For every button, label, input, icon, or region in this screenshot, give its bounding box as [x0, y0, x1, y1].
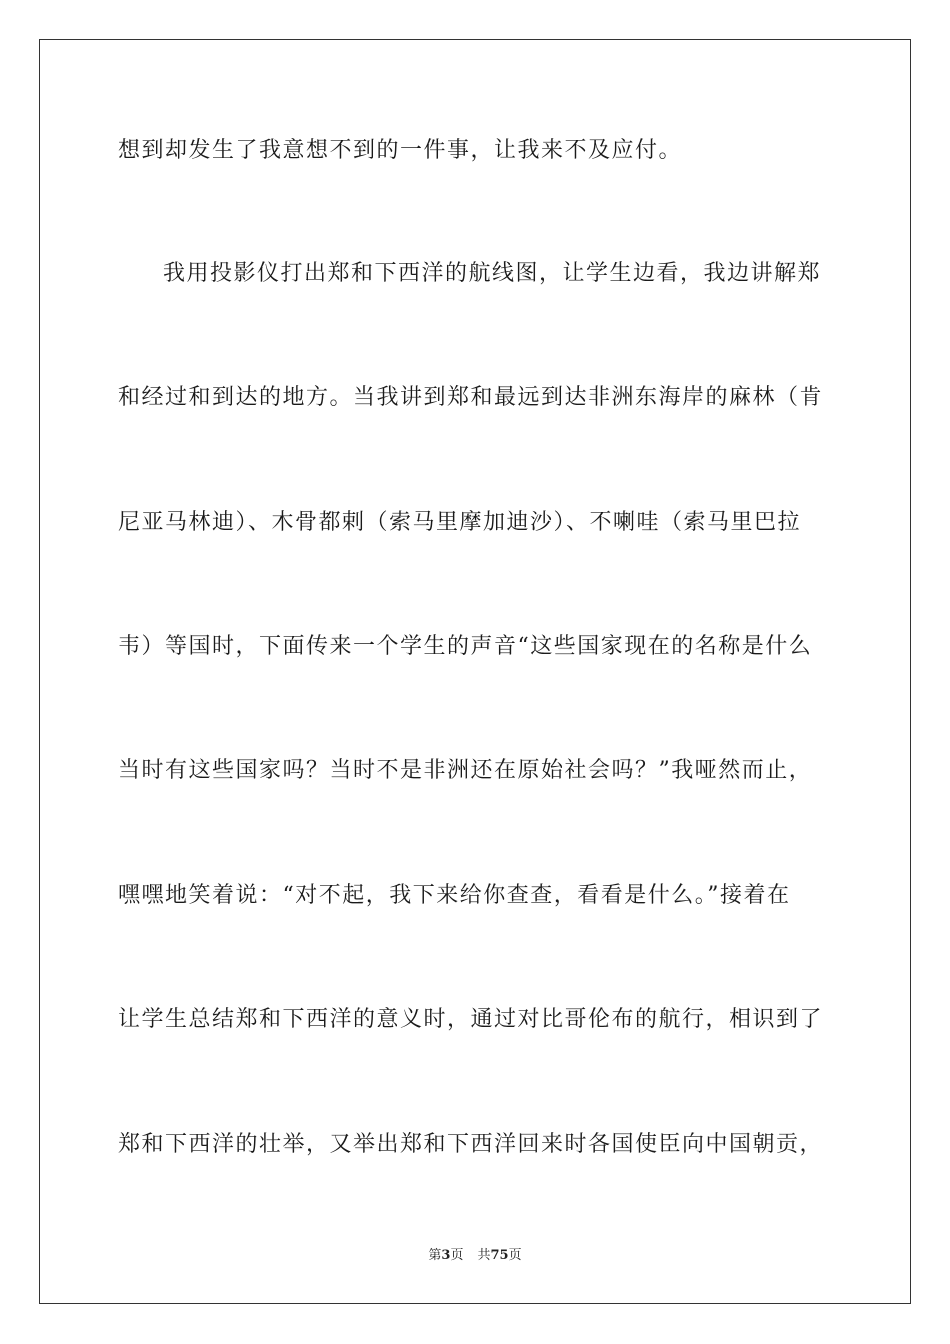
total-prefix: 共: [477, 1248, 491, 1263]
page-number: 3: [441, 1248, 451, 1263]
text-line-5: 韦）等国时，下面传来一个学生的声音“这些国家现在的名称是什么: [118, 634, 813, 659]
text-line-8: 让学生总结郑和下西洋的意义时，通过对比哥伦布的航行，相识到了: [118, 1007, 824, 1032]
text-line-9: 郑和下西洋的壮举，又举出郑和下西洋回来时各国使臣向中国朝贡，: [118, 1132, 824, 1157]
total-suffix: 页: [508, 1248, 522, 1263]
page-prefix: 第: [428, 1248, 442, 1263]
page-footer: [0, 1247, 950, 1265]
text-line-3: 和经过和到达的地方。当我讲到郑和最远到达非洲东海岸的麻林（肯: [118, 385, 824, 410]
text-line-6: 当时有这些国家吗？当时不是非洲还在原始社会吗？”我哑然而止，: [118, 758, 813, 783]
page-border: [39, 39, 911, 1304]
page-suffix: 页: [450, 1248, 464, 1263]
total-pages: 75: [490, 1248, 509, 1263]
text-line-2: 我用投影仪打出郑和下西洋的航线图，让学生边看，我边讲解郑: [163, 261, 822, 286]
text-line-4: 尼亚马林迪）、木骨都剌（索马里摩加迪沙）、不喇哇（索马里巴拉: [118, 510, 802, 535]
text-line-1: 想到却发生了我意想不到的一件事，让我来不及应付。: [118, 138, 683, 163]
text-line-7: 嘿嘿地笑着说：“对不起，我下来给你查查，看看是什么。”接着在: [118, 883, 791, 908]
